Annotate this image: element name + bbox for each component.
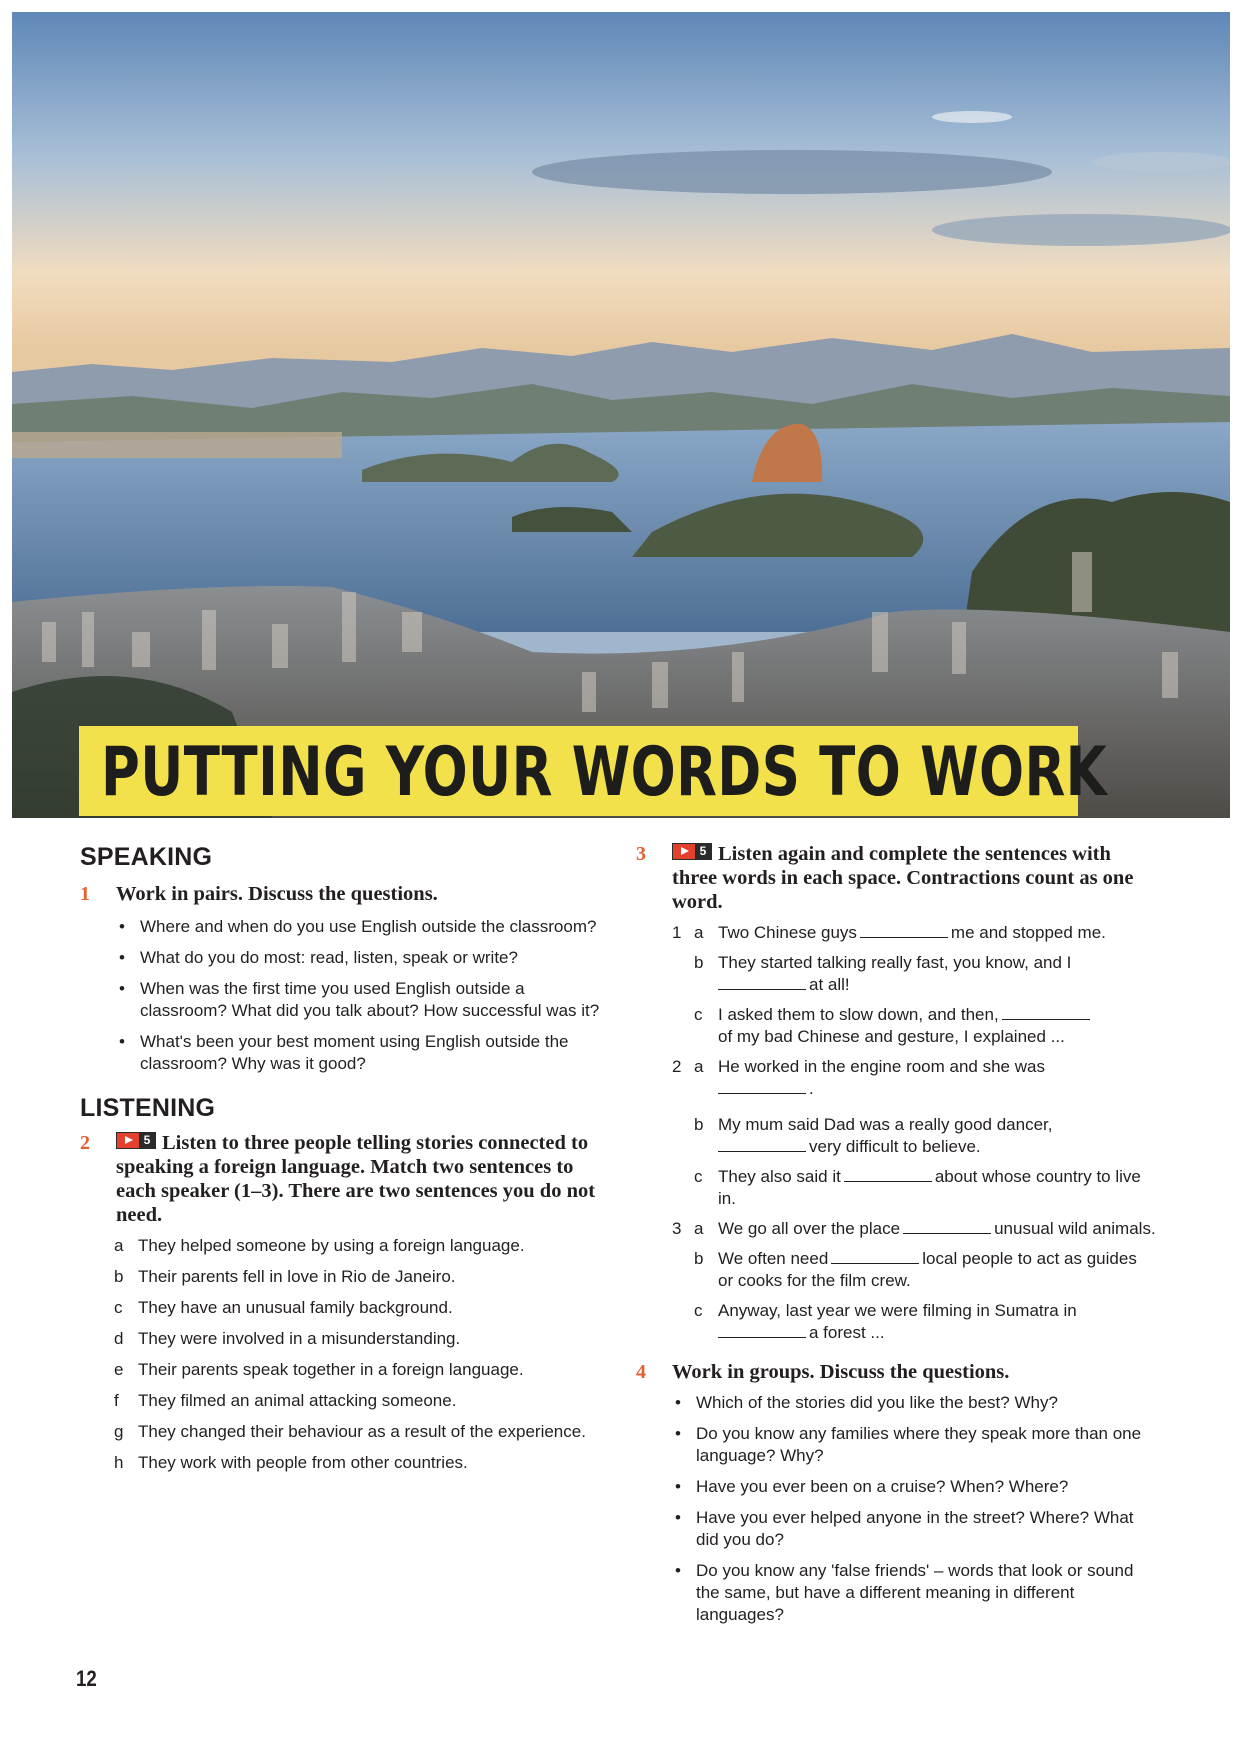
answer-blank[interactable]: [1002, 1006, 1090, 1020]
page-title: PUTTING YOUR WORDS TO WORK: [101, 733, 1108, 812]
gap-fill-item: b We often need local people to act as guides or cooks for the film crew.: [694, 1249, 1137, 1290]
title-banner: [79, 726, 1108, 816]
answer-blank[interactable]: [718, 1324, 806, 1338]
list-item: h They work with people from other countries.: [114, 1453, 468, 1472]
exercise-instruction: Work in groups. Discuss the questions.: [672, 1361, 1010, 1383]
gap-fill-item: c They also said it about whose country to live in.: [694, 1167, 1141, 1208]
sentence-list: [114, 1235, 610, 1474]
answer-blank[interactable]: [718, 1080, 806, 1094]
list-item: b Their parents fell in love in Rio de Janeiro.: [114, 1267, 456, 1286]
exercise-number: 2: [80, 1132, 90, 1154]
gap-fill-item: c I asked them to slow down, and then, of my bad Chinese and gesture, I explained ...: [672, 1004, 1156, 1048]
gap-fill-item: b They started talking really fast, you know, and I at all!: [694, 953, 1072, 994]
answer-blank[interactable]: [831, 1250, 919, 1264]
audio-play-button[interactable]: [672, 843, 712, 860]
play-icon: [117, 1133, 139, 1148]
left-column: [80, 842, 610, 1483]
list-item: • Have you ever been on a cruise? When? Where?: [675, 1477, 1069, 1496]
speaking-heading: SPEAKING: [80, 843, 213, 871]
list-item: • What do you do most: read, listen, speak or write?: [119, 948, 518, 967]
list-item: • What's been your best moment using English outside the classroom? Why was it good?: [119, 1032, 569, 1073]
audio-track-number: 5: [695, 844, 711, 859]
exercise-instruction: 5 Listen again and complete the sentences with three words in each space. Contractions count as one word.: [672, 843, 1134, 913]
list-item: e Their parents speak together in a foreign language.: [114, 1360, 524, 1379]
bullet-icon: •: [675, 1561, 681, 1580]
gap-fill-list: [672, 922, 1156, 1344]
listening-heading: LISTENING: [80, 1094, 216, 1122]
list-item: • Do you know any 'false friends' – words that look or sound the same, but have a different meaning in different languages?: [675, 1561, 1134, 1624]
exercise-instruction: Work in pairs. Discuss the questions.: [116, 883, 438, 905]
exercise-2: [80, 1131, 610, 1474]
list-item: d They were involved in a misunderstanding.: [114, 1329, 461, 1348]
right-column: [636, 842, 1156, 1635]
exercise-number: 4: [636, 1361, 646, 1383]
answer-blank[interactable]: [844, 1168, 932, 1182]
list-item: a They helped someone by using a foreign language.: [114, 1236, 525, 1255]
gap-fill-item: 2 a He worked in the engine room and she was .: [672, 1057, 1045, 1098]
page-number: 12: [76, 1666, 97, 1691]
list-item: • Which of the stories did you like the best? Why?: [675, 1393, 1058, 1412]
exercise-number: 3: [636, 843, 646, 865]
bullet-icon: •: [119, 979, 125, 998]
exercise-3: [636, 842, 1156, 1344]
list-item: f They filmed an animal attacking someone.: [114, 1391, 457, 1410]
audio-track-number: 5: [139, 1133, 155, 1148]
bullet-icon: •: [119, 1032, 125, 1051]
list-item: g They changed their behaviour as a result of the experience.: [114, 1422, 586, 1441]
question-list: [116, 916, 610, 1075]
exercise-instruction: 5 Listen to three people telling stories connected to speaking a foreign language. Match two sentences to each speaker (1–3). There are two sentences you do not need.: [116, 1132, 596, 1226]
hero-photo: [12, 12, 1230, 818]
gap-fill-item: 1 a Two Chinese guys me and stopped me.: [672, 923, 1106, 942]
exercise-4: [636, 1360, 1156, 1626]
list-item: • When was the first time you used English outside a classroom? What did you talk about? How successful was it?: [119, 979, 600, 1020]
exercise-number: 1: [80, 883, 90, 905]
bullet-icon: •: [675, 1424, 681, 1443]
answer-blank[interactable]: [718, 976, 806, 990]
gap-fill-item: 3 a We go all over the place unusual wild animals.: [672, 1219, 1156, 1238]
bullet-icon: •: [119, 917, 125, 936]
rio-landscape-image: [12, 12, 1230, 818]
answer-blank[interactable]: [903, 1220, 991, 1234]
list-item: c They have an unusual family background.: [114, 1298, 453, 1317]
bullet-icon: •: [675, 1393, 681, 1412]
gap-fill-item: c Anyway, last year we were filming in Sumatra in a forest ...: [694, 1301, 1077, 1342]
bullet-icon: •: [675, 1508, 681, 1527]
bullet-icon: •: [119, 948, 125, 967]
exercise-1: [80, 882, 610, 1075]
play-icon: [673, 844, 695, 859]
gap-fill-item: b My mum said Dad was a really good dancer, very difficult to believe.: [694, 1115, 1053, 1156]
list-item: • Where and when do you use English outside the classroom?: [119, 917, 597, 936]
question-list: [672, 1392, 1156, 1626]
bullet-icon: •: [675, 1477, 681, 1496]
list-item: • Do you know any families where they speak more than one language? Why?: [675, 1424, 1142, 1465]
answer-blank[interactable]: [718, 1138, 806, 1152]
list-item: • Have you ever helped anyone in the street? Where? What did you do?: [675, 1508, 1134, 1549]
audio-play-button[interactable]: [116, 1132, 156, 1149]
answer-blank[interactable]: [860, 924, 948, 938]
